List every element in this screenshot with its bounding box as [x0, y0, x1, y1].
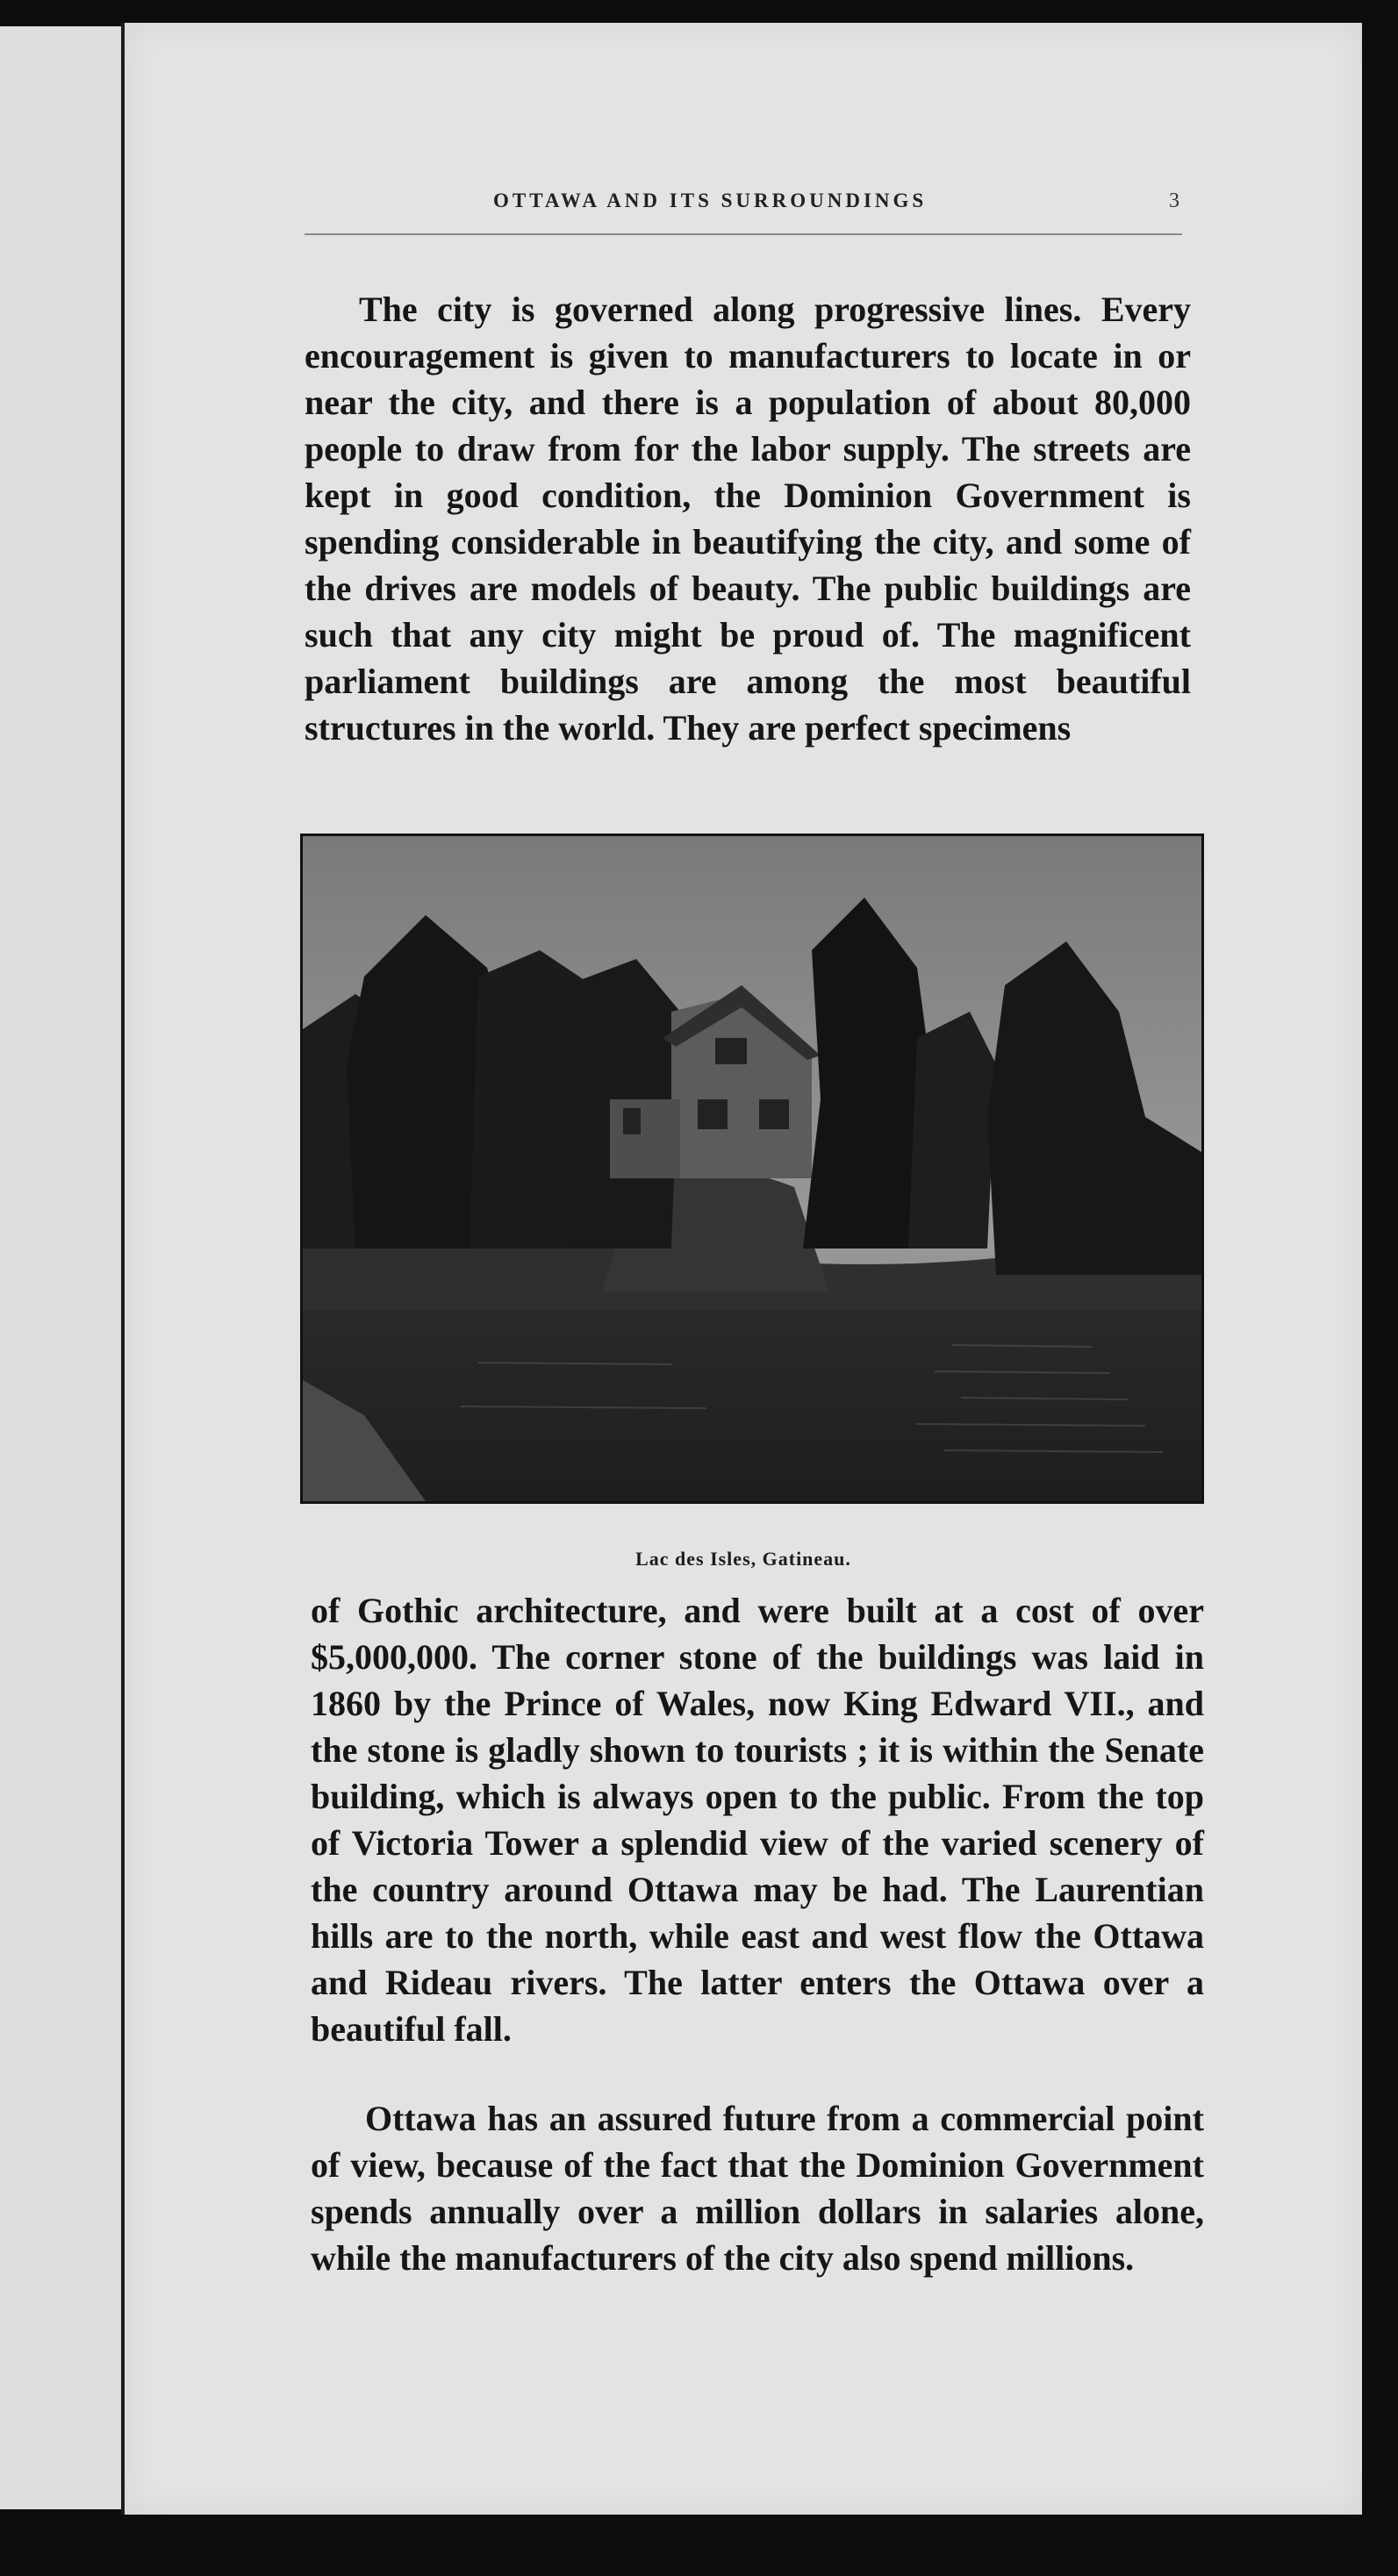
running-head — [125, 190, 1362, 225]
paragraph-3: Ottawa has an assured future from a commercial point of view, because of the fact that the Dominion Government spends annually over a million dollars in salaries alone, while the manufacturers of the city also spend millions. — [311, 2099, 1204, 2278]
facing-page-edge — [0, 26, 126, 2509]
paragraph-2: of Gothic architecture, and were built at a cost of over $5,000,000. The corner stone of the buildings was laid in 1860 by the Prince of Wales, now King Edward VII., and the stone is gladly shown to tourists ; it is within the Senate building, which is always open to the public. From the top of Victoria Tower a splendid view of the varied scenery of the country around Ottawa may be had. The Laurentian hills are to the north, while east and west flow the Ottawa and Rideau rivers. The latter enters the Ottawa over a beautiful fall. — [311, 1591, 1204, 2049]
figure-caption: Lac des Isles, Gatineau. — [635, 1548, 851, 1570]
page-number: 3 — [1169, 190, 1179, 212]
lake-house-photo — [303, 836, 1201, 1501]
photo-lac-des-isles — [300, 834, 1204, 1504]
running-head-title: OTTAWA AND ITS SURROUNDINGS — [493, 190, 928, 211]
paragraph-1: The city is governed along progressive lines. Every encouragement is given to manufacturers to locate in or near the city, and there is a population of about 80,000 people to draw from for the labor supply. The streets are kept in good condition, the Dominion Government is spending considerable in beautifying the city, and some of the drives are models of beauty. The public buildings are such that any city might be proud of. The magnificent parliament buildings are among the most beautiful structures in the world. They are perfect specimens — [305, 290, 1191, 748]
book-page — [121, 23, 1362, 2515]
header-rule — [305, 233, 1182, 235]
